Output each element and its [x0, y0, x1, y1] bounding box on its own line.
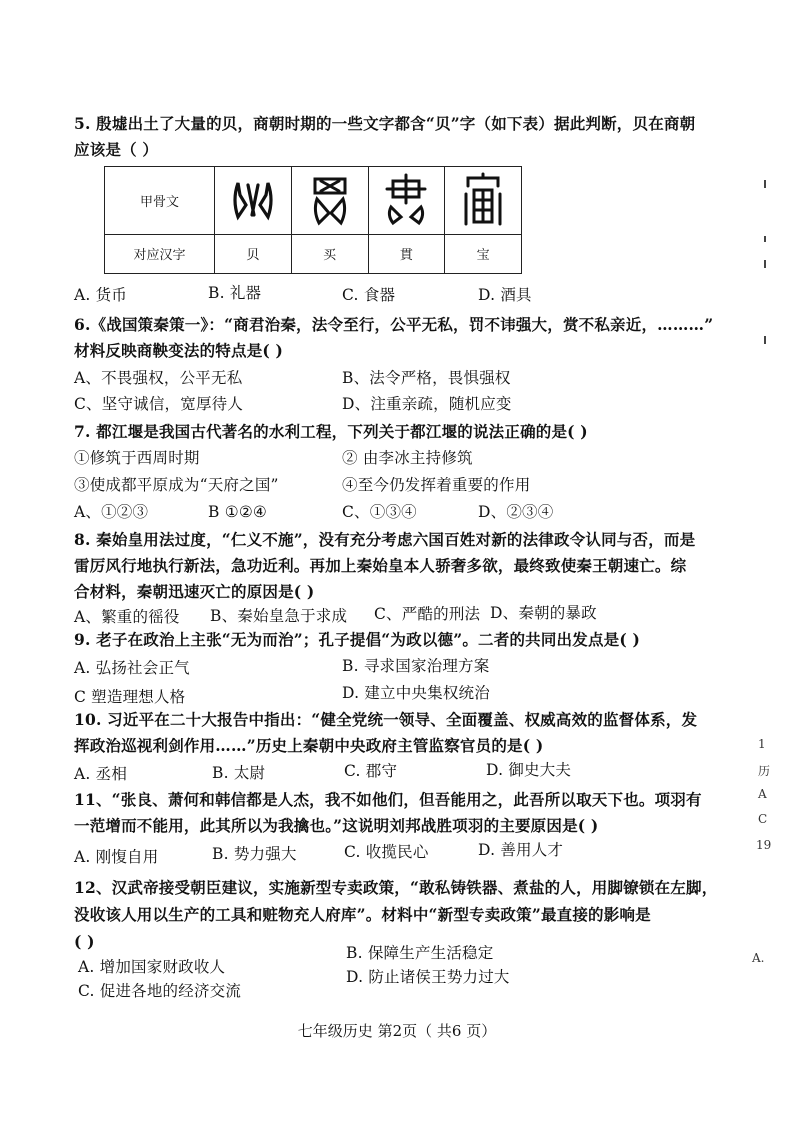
- table-cell-char: 宝: [445, 234, 522, 273]
- q12-option-b: B. 保障生产生活稳定: [346, 944, 494, 962]
- q8-stem-line3: 合材料，秦朝迅速灭亡的原因是( ): [74, 582, 315, 601]
- q6-option-d: D、注重亲疏，随机应变: [342, 395, 512, 413]
- edge-fragment: 1: [758, 737, 766, 751]
- q5-option-a: A. 货币: [74, 286, 128, 304]
- q11-option-d: D. 善用人才: [478, 841, 564, 859]
- oracle-glyph-bao-icon: [445, 167, 522, 235]
- edge-fragment: C: [758, 812, 768, 826]
- q12-option-a: A. 增加国家财政收人: [78, 958, 226, 976]
- q12-option-c: C. 促进各地的经济交流: [78, 982, 242, 1000]
- q8-option-d: D、秦朝的暴政: [490, 604, 597, 622]
- q11-option-c: C. 收揽民心: [344, 843, 429, 861]
- table-cell-char: 贝: [215, 234, 292, 273]
- q5-option-d: D. 酒具: [478, 286, 532, 304]
- q8-stem-line2: 雷厉风行地执行新法，急功近利。再加上秦始皇本人骄奢多欲，最终致使秦王朝速亡。综: [74, 556, 687, 575]
- oracle-glyph-mai-icon: [291, 167, 368, 235]
- q6-option-b: B、法令严格，畏惧强权: [342, 369, 511, 387]
- q10-option-b: B. 太尉: [212, 764, 266, 782]
- q8-option-c: C、严酷的刑法: [374, 605, 481, 623]
- table-row-label-chinese: 对应汉字: [105, 234, 215, 273]
- q7-option-d: D、②③④: [478, 503, 554, 521]
- q9-stem: 9. 老子在政治上主张“无为而治”；孔子提倡“为政以德”。二者的共同出发点是( ): [74, 630, 641, 649]
- q12-stem-line2: 没收该人用以生产的工具和赃物充人府库”。材料中“新型专卖政策”最直接的影响是: [74, 905, 651, 924]
- table-row-label-oracle: 甲骨文: [105, 167, 215, 235]
- q6-stem-line2: 材料反映商鞅变法的特点是( ): [74, 341, 284, 360]
- oracle-glyph-bei-icon: [215, 167, 292, 235]
- q6-stem-line1: 6.《战国策秦策一》：“商君治秦，法令至行，公平无私，罚不讳强大，赏不私亲近，………”: [74, 315, 714, 334]
- q10-stem-line1: 10. 习近平在二十大报告中指出：“健全党统一领导、全面覆盖、权威高效的监督体系，发: [74, 710, 698, 729]
- edge-fragment: A: [758, 787, 767, 801]
- q8-option-a: A、繁重的徭役: [74, 608, 180, 626]
- q11-option-b: B. 势力强大: [212, 845, 297, 863]
- q9-option-b: B. 寻求国家治理方案: [342, 657, 490, 675]
- q11-stem-line2: 一范增而不能用，此其所以为我擒也。”这说明刘邦战胜项羽的主要原因是( ): [74, 816, 599, 835]
- q11-option-a: A. 刚愎自用: [74, 848, 159, 866]
- page-footer: 七年级历史 第2页（ 共6 页）: [297, 1022, 497, 1040]
- edge-fragment: A.: [752, 951, 765, 965]
- oracle-glyph-guan-icon: [368, 167, 445, 235]
- q7-statement-2: ② 由李冰主持修筑: [342, 449, 473, 467]
- q12-option-d: D. 防止诸侯王势力过大: [346, 968, 510, 986]
- q7-statement-1: ①修筑于西周时期: [74, 449, 200, 467]
- q7-option-b: B ①②④: [208, 503, 268, 521]
- q5-stem-line2: 应该是（ ）: [74, 140, 159, 159]
- q8-stem-line1: 8. 秦始皇用法过度，“仁义不施”，没有充分考虑六国百姓对新的法律政令认同与否，而是: [74, 530, 696, 549]
- q6-option-a: A、不畏强权，公平无私: [74, 369, 243, 387]
- q12-stem-line1: 12、汉武帝接受朝臣建议，实施新型专卖政策，“敢私铸铁器、煮盐的人，用脚镣锁在左脚，: [74, 878, 718, 897]
- q11-stem-line1: 11、“张良、萧何和韩信都是人杰，我不如他们，但吾能用之，此吾所以取天下也。项羽有: [74, 790, 702, 809]
- q10-stem-line2: 挥政治巡视利剑作用……”历史上秦朝中央政府主管监察官员的是( ): [74, 736, 544, 755]
- edge-mark: [764, 336, 766, 344]
- edge-mark: [764, 180, 766, 188]
- edge-mark: [764, 236, 766, 242]
- q7-option-c: C、①③④: [342, 503, 417, 521]
- edge-fragment: 19: [756, 838, 772, 852]
- q8-option-b: B、秦始皇急于求成: [210, 607, 348, 625]
- q10-option-d: D. 御史大夫: [486, 761, 572, 779]
- table-cell-char: 买: [291, 234, 368, 273]
- q12-stem-line3: ( ): [74, 932, 95, 951]
- edge-mark: [764, 260, 766, 268]
- q9-option-d: D. 建立中央集权统治: [342, 684, 490, 702]
- q5-stem-line1: 5. 殷墟出土了大量的贝，商朝时期的一些文字都含“贝”字（如下表）据此判断，贝在商朝: [74, 114, 696, 133]
- q7-stem: 7. 都江堰是我国古代著名的水利工程，下列关于都江堰的说法正确的是( ): [74, 422, 588, 441]
- table-cell-char: 貫: [368, 234, 445, 273]
- q9-option-c: C 塑造理想人格: [74, 688, 186, 706]
- q6-option-c: C、坚守诚信，宽厚待人: [74, 395, 244, 413]
- oracle-bone-table: [104, 166, 522, 274]
- q5-option-c: C. 食器: [342, 286, 396, 304]
- q10-option-a: A. 丞相: [74, 765, 128, 783]
- q7-option-a: A、①②③: [74, 503, 149, 521]
- q5-option-b: B. 礼器: [208, 284, 262, 302]
- q7-statement-3: ③使成都平原成为“天府之国”: [74, 476, 279, 494]
- q7-statement-4: ④至今仍发挥着重要的作用: [342, 476, 531, 494]
- q9-option-a: A. 弘扬社会正气: [74, 659, 190, 677]
- edge-fragment: 历: [758, 764, 771, 778]
- q10-option-c: C. 郡守: [344, 762, 398, 780]
